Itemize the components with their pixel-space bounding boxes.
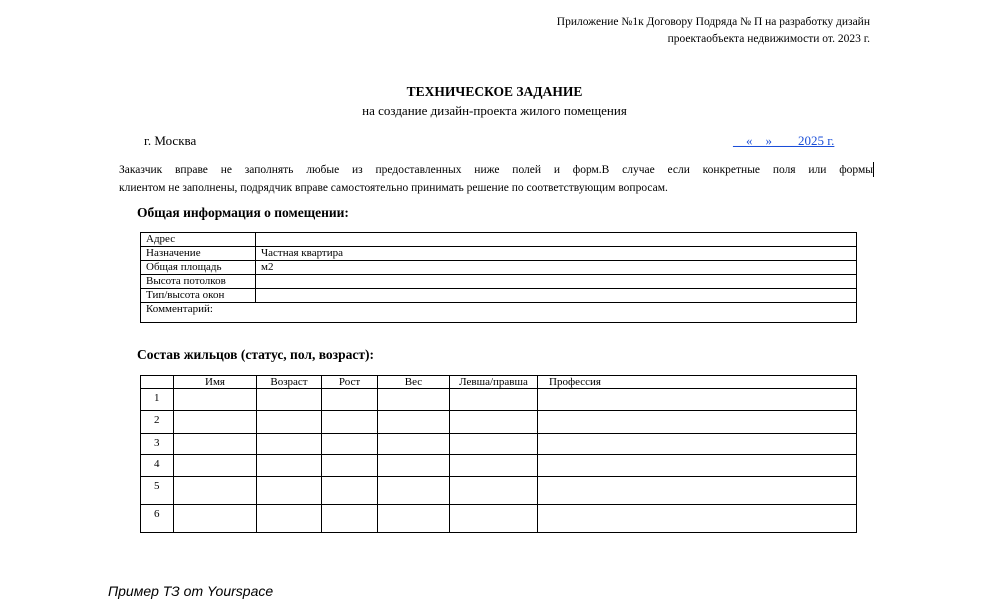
cell[interactable] — [378, 477, 450, 505]
info-row-purpose — [141, 247, 857, 261]
text-cursor — [873, 162, 874, 177]
cell[interactable] — [538, 455, 857, 477]
cell[interactable] — [257, 389, 322, 411]
info-row-area — [141, 261, 857, 275]
table-row — [141, 411, 857, 434]
column-header: Левша/правша — [450, 376, 538, 389]
table-row — [141, 505, 857, 533]
column-header: Профессия — [538, 376, 857, 389]
cell[interactable] — [450, 434, 538, 455]
appendix-header — [450, 14, 870, 48]
info-value[interactable] — [256, 233, 857, 247]
cell[interactable] — [174, 477, 257, 505]
column-header: Возраст — [257, 376, 322, 389]
info-value[interactable] — [256, 275, 857, 289]
info-label: Адрес — [141, 233, 256, 247]
info-value[interactable] — [256, 289, 857, 303]
info-label: Тип/высота окон — [141, 289, 256, 303]
date-blank: __«__»____2025 г. — [733, 133, 835, 148]
row-number: 2 — [141, 411, 174, 434]
cell[interactable] — [378, 411, 450, 434]
info-row-address — [141, 233, 857, 247]
table-row — [141, 389, 857, 411]
cell[interactable] — [450, 411, 538, 434]
cell[interactable] — [322, 455, 378, 477]
cell[interactable] — [538, 389, 857, 411]
column-header: Имя — [174, 376, 257, 389]
cell[interactable] — [174, 411, 257, 434]
cell[interactable] — [322, 389, 378, 411]
cell[interactable] — [174, 505, 257, 533]
note-line-1: Заказчик вправе не заполнять любые из предоставленных ниже полей и форм.В случае если конкретные поля или формы — [119, 164, 873, 176]
cell[interactable] — [450, 505, 538, 533]
cell[interactable] — [322, 434, 378, 455]
cell[interactable] — [450, 455, 538, 477]
cell[interactable] — [538, 477, 857, 505]
cell[interactable] — [257, 505, 322, 533]
cell[interactable] — [322, 411, 378, 434]
cell[interactable] — [174, 389, 257, 411]
info-value[interactable]: м2 — [256, 261, 857, 275]
cell[interactable] — [257, 411, 322, 434]
info-label: Общая площадь — [141, 261, 256, 275]
info-row-ceiling — [141, 275, 857, 289]
row-number: 6 — [141, 505, 174, 533]
general-info-table — [140, 232, 857, 323]
city-label: г. Москва — [144, 133, 197, 148]
cell[interactable] — [174, 455, 257, 477]
note-line-2: клиентом не заполнены, подрядчик вправе самостоятельно принимать решение по соответствующим вопросам. — [119, 182, 668, 194]
cell[interactable] — [378, 505, 450, 533]
cell[interactable] — [378, 455, 450, 477]
cell[interactable] — [538, 411, 857, 434]
appendix-line-1: Приложение №1к Договору Подряда № П на разработку дизайн — [556, 16, 870, 28]
info-value[interactable]: Частная квартира — [256, 247, 857, 261]
image-caption: Пример ТЗ от Yourspace — [108, 583, 274, 599]
column-header — [141, 376, 174, 389]
residents-header-row — [141, 376, 857, 389]
appendix-line-2: проектаобъекта недвижимости от. 2023 г. — [667, 33, 870, 45]
column-header: Рост — [322, 376, 378, 389]
info-label: Высота потолков — [141, 275, 256, 289]
cell[interactable] — [538, 505, 857, 533]
date-field — [733, 133, 834, 149]
residents-table — [140, 375, 857, 533]
cell[interactable] — [322, 505, 378, 533]
residents-heading: Состав жильцов (статус, пол, возраст): — [137, 347, 374, 362]
cell[interactable] — [378, 389, 450, 411]
row-number: 3 — [141, 434, 174, 455]
row-number: 5 — [141, 477, 174, 505]
instructions-note — [119, 161, 873, 197]
table-row — [141, 434, 857, 455]
column-header: Вес — [378, 376, 450, 389]
cell[interactable] — [257, 455, 322, 477]
info-comment[interactable]: Комментарий: — [141, 303, 857, 323]
cell[interactable] — [378, 434, 450, 455]
cell[interactable] — [174, 434, 257, 455]
general-info-heading: Общая информация о помещении: — [137, 205, 349, 220]
cell[interactable] — [450, 389, 538, 411]
cell[interactable] — [257, 477, 322, 505]
row-number: 1 — [141, 389, 174, 411]
cell[interactable] — [450, 477, 538, 505]
row-number: 4 — [141, 455, 174, 477]
document-title: ТЕХНИЧЕСКОЕ ЗАДАНИЕ — [406, 84, 583, 99]
info-label: Назначение — [141, 247, 256, 261]
cell[interactable] — [538, 434, 857, 455]
info-row-comment — [141, 303, 857, 323]
cell[interactable] — [257, 434, 322, 455]
info-row-windows — [141, 289, 857, 303]
table-row — [141, 455, 857, 477]
cell[interactable] — [322, 477, 378, 505]
document-subtitle: на создание дизайн-проекта жилого помещения — [362, 103, 627, 118]
table-row — [141, 477, 857, 505]
